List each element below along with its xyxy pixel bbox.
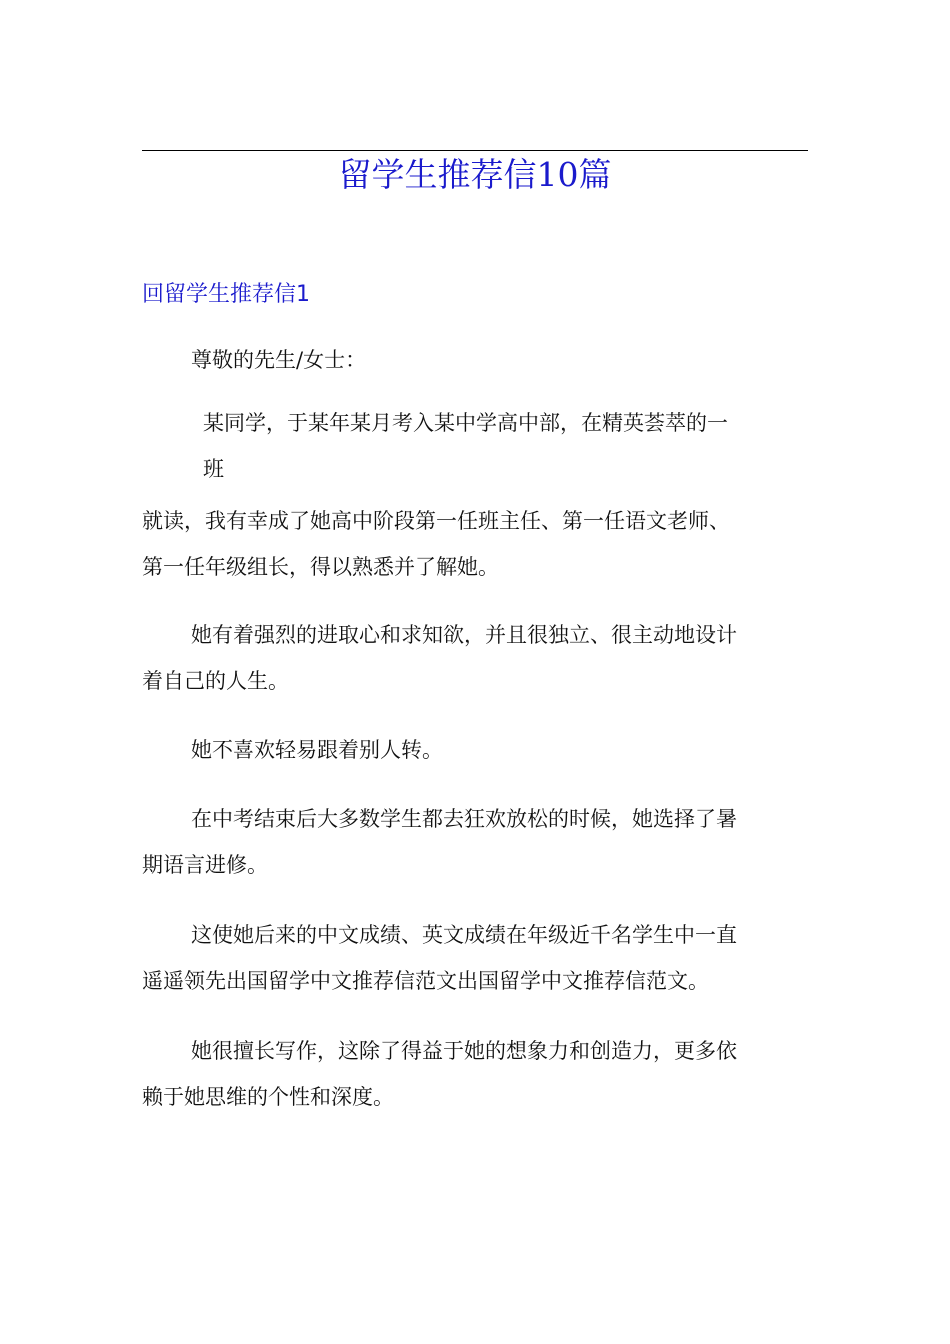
- paragraph-6-line-1: 她很擅长写作，这除了得益于她的想象力和创造力，更多依: [191, 1039, 737, 1063]
- paragraph-3: [142, 727, 802, 773]
- paragraph-4: [142, 796, 802, 888]
- paragraph-5: [142, 912, 802, 1004]
- paragraph-1-line-1: 某同学，于某年某月考入某中学高中部，在精英荟萃的一: [203, 411, 728, 435]
- paragraph-1: [142, 400, 802, 590]
- paragraph-5-line-2: 遥遥领先出国留学中文推荐信范文出国留学中文推荐信范文。: [142, 969, 709, 993]
- paragraph-2-line-2: 着自己的人生。: [142, 669, 289, 693]
- salutation: [142, 337, 851, 383]
- paragraph-1-line-4: 第一任年级组长，得以熟悉并了解她。: [142, 555, 499, 579]
- paragraph-2: [142, 612, 802, 704]
- paragraph-6-line-2: 赖于她思维的个性和深度。: [142, 1085, 394, 1109]
- paragraph-2-line-1: 她有着强烈的进取心和求知欲，并且很独立、很主动地设计: [191, 623, 737, 647]
- paragraph-1-line-3: 就读，我有幸成了她高中阶段第一任班主任、第一任语文老师、: [142, 509, 730, 533]
- section-heading: 回留学生推荐信1: [142, 282, 310, 307]
- salutation-text: 尊敬的先生/女士：: [191, 348, 367, 372]
- paragraph-6: [142, 1028, 802, 1120]
- paragraph-5-line-1: 这使她后来的中文成绩、英文成绩在年级近千名学生中一直: [191, 923, 737, 947]
- paragraph-3-line-1: 她不喜欢轻易跟着别人转。: [191, 738, 443, 762]
- paragraph-4-line-2: 期语言进修。: [142, 853, 268, 877]
- document-title: 留学生推荐信10篇: [338, 155, 612, 194]
- paragraph-1-line-2: 班: [203, 457, 224, 481]
- paragraph-4-line-1: 在中考结束后大多数学生都去狂欢放松的时候，她选择了暑: [191, 807, 737, 831]
